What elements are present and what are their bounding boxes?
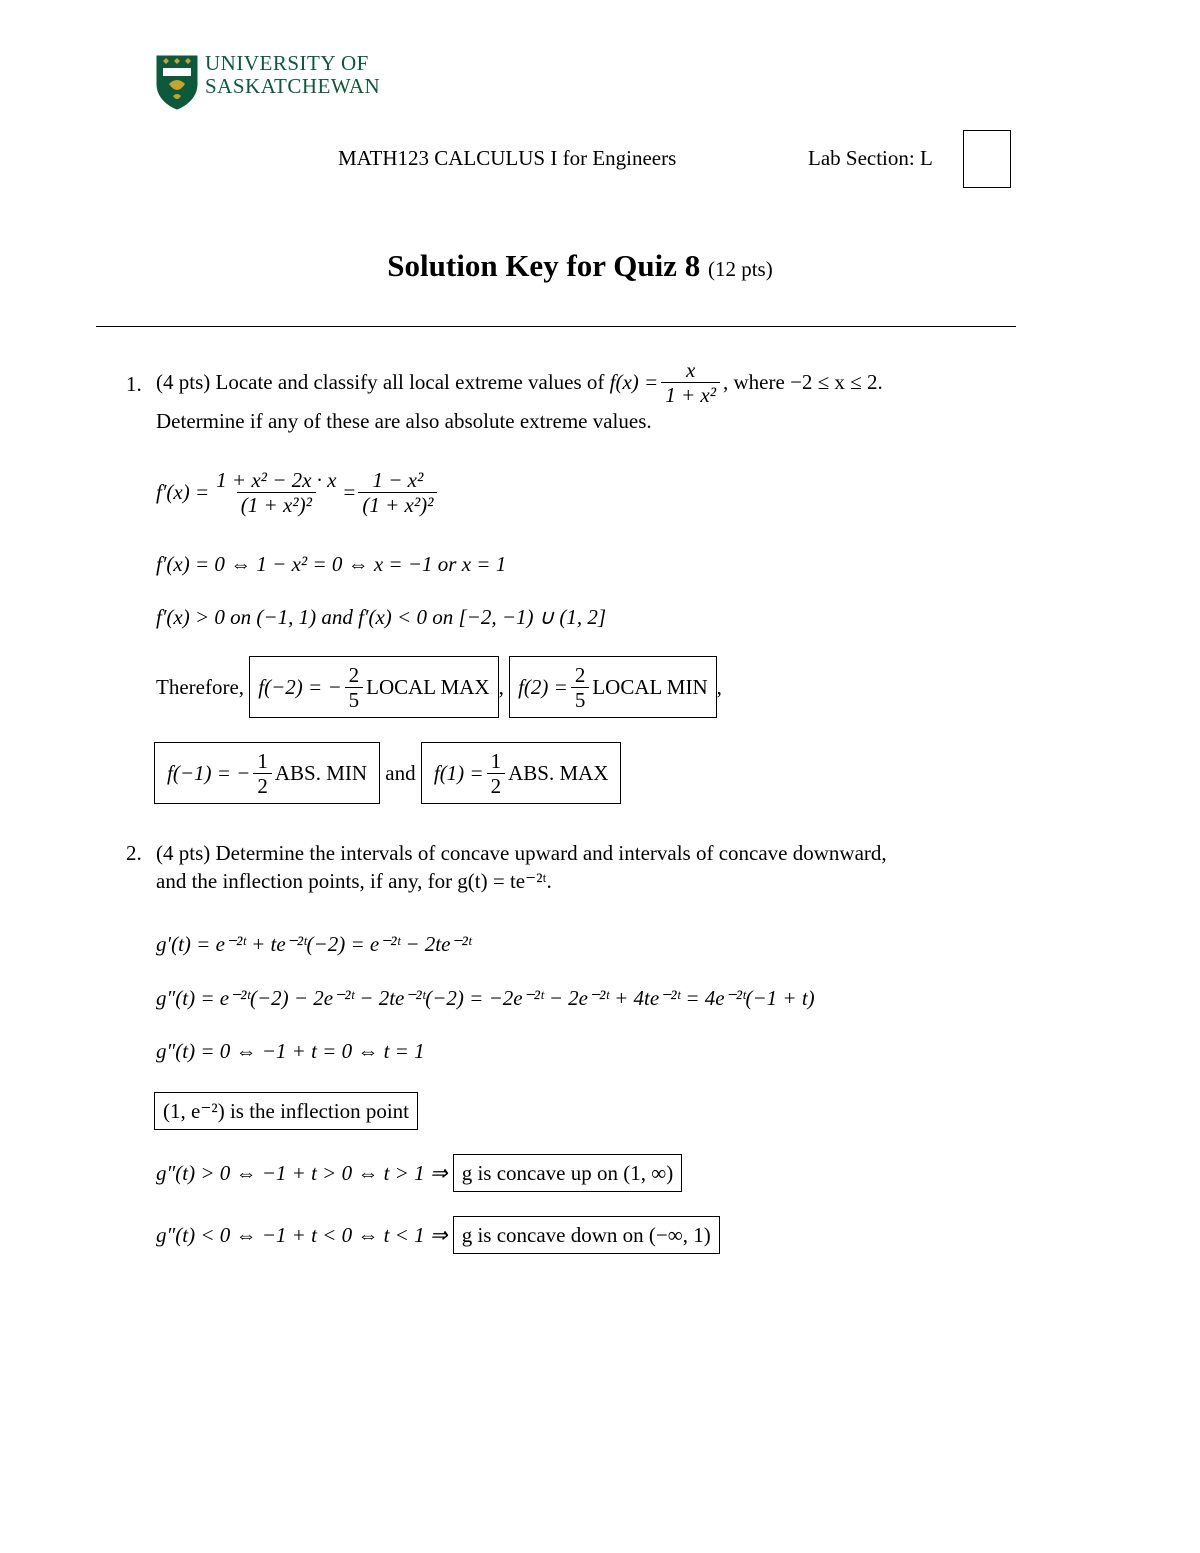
q2-concave-up-lhs: g″(t) > 0 ⇔ −1 + t > 0 ⇔ t > 1 ⇒: [156, 1160, 448, 1185]
q1-abs-max-frac: [487, 749, 506, 798]
q1-local-max-label: LOCAL MAX: [366, 674, 490, 699]
logo-line-1: UNIVERSITY OF: [205, 51, 369, 75]
q2-concave-down: [156, 1216, 720, 1254]
q2-inflection-box: [154, 1092, 418, 1130]
page-title: [0, 248, 1160, 284]
q1-abs-min-den: 2: [253, 773, 272, 798]
q1-abs-max-lhs: f(1) =: [433, 760, 484, 785]
q1-local-min-num: 2: [574, 662, 586, 687]
q1-func-fraction: [661, 358, 720, 407]
title-text: Solution Key for Quiz 8: [387, 248, 701, 283]
lab-section-label: Lab Section: L: [808, 146, 933, 170]
q1-func-den: 1 + x²: [661, 382, 720, 407]
q1-local-max-frac: [345, 663, 364, 712]
q2-second-derivative-text: g″(t) = e⁻²ᵗ(−2) − 2e⁻²ᵗ − 2te⁻²ᵗ(−2) = −2e⁻²ᵗ − 2e⁻²ᵗ + 4te⁻²ᵗ = 4e⁻²ᵗ(−1 + t): [156, 986, 815, 1010]
q1-abs-max-box: [421, 742, 622, 804]
q1-derivative-equals: =: [343, 480, 356, 504]
q1-derivative-den-2: (1 + x²)²: [358, 492, 437, 517]
q1-derivative-lhs: f′(x) =: [156, 480, 210, 504]
q2-concave-up: [156, 1154, 682, 1192]
q1-local-extrema: [156, 656, 722, 718]
q2-second-derivative-zero-text: g″(t) = 0 ⇔ −1 + t = 0 ⇔ t = 1: [156, 1039, 425, 1063]
q1-critical-text: f′(x) = 0 ⇔ 1 − x² = 0 ⇔ x = −1 or x = 1: [156, 552, 507, 576]
q1-derivative-frac-2: [358, 468, 437, 517]
q1-func-lhs: f(x) =: [609, 370, 659, 394]
title-divider: [96, 326, 1016, 327]
q1-local-min-box: [509, 656, 717, 718]
q1-sign-analysis: [156, 605, 606, 630]
q2-second-derivative: [156, 986, 815, 1011]
q1-derivative-num-1: 1 + x² − 2x · x: [216, 468, 337, 492]
q1-abs-max-label: ABS. MAX: [508, 760, 609, 785]
q1-separator-2: ,: [716, 674, 722, 699]
q1-therefore: Therefore,: [156, 674, 245, 699]
lab-section-box[interactable]: [963, 130, 1011, 188]
q2-concave-up-text: g is concave up on (1, ∞): [461, 1160, 674, 1185]
q2-prompt-line-1: (4 pts) Determine the intervals of concave upward and intervals of concave downward,: [156, 841, 887, 865]
q1-local-max-den: 5: [345, 687, 364, 712]
q1-abs-min-lhs: f(−1) = −: [167, 760, 251, 785]
q1-local-min-label: LOCAL MIN: [592, 674, 708, 699]
q2-inflection: [154, 1092, 418, 1130]
q2-first-derivative: [156, 932, 471, 957]
q1-func-num: x: [685, 358, 696, 382]
q1-prompt-a: (4 pts) Locate and classify all local extreme values of: [156, 370, 605, 394]
q1-critical-points: [156, 552, 506, 577]
q2-concave-up-box: [453, 1154, 683, 1192]
q2-concave-down-text: g is concave down on (−∞, 1): [461, 1222, 711, 1247]
q2-first-derivative-text: g′(t) = e⁻²ᵗ + te⁻²ᵗ(−2) = e⁻²ᵗ − 2te⁻²ᵗ: [156, 932, 472, 956]
q1-abs-min-box: [154, 742, 380, 804]
q1-and: and: [385, 760, 416, 785]
crest-icon: [155, 54, 199, 110]
q1-local-max-box: [249, 656, 498, 718]
logo-line-2: SASKATCHEWAN: [205, 74, 381, 98]
q2-concave-down-lhs: g″(t) < 0 ⇔ −1 + t < 0 ⇔ t < 1 ⇒: [156, 1222, 448, 1247]
q1-abs-max-den: 2: [487, 773, 506, 798]
q2-concave-down-box: [453, 1216, 720, 1254]
q2-prompt-line-2: and the inflection points, if any, for g(t) = te⁻²ᵗ.: [156, 869, 552, 893]
course-name: MATH123 CALCULUS I for Engineers: [338, 146, 677, 170]
q1-derivative-num-2: 1 − x²: [372, 468, 424, 492]
q2-inflection-text: (1, e⁻²) is the inflection point: [163, 1098, 409, 1123]
q1-sign-text: f′(x) > 0 on (−1, 1) and f′(x) < 0 on [−2, −1) ∪ (1, 2]: [156, 605, 607, 629]
q1-number: 1.: [126, 372, 142, 396]
q1-local-min-lhs: f(2) =: [518, 674, 568, 699]
q1-derivative-frac-1: [212, 468, 340, 517]
q1-local-min-frac: [571, 663, 590, 712]
university-logo: [155, 52, 395, 112]
q1-abs-min-num: 1: [257, 748, 268, 773]
q1-local-max-num: 2: [348, 662, 360, 687]
q1-prompt: [156, 358, 883, 407]
q1-prompt-b: , where −2 ≤ x ≤ 2.: [723, 370, 883, 394]
q1-abs-min-frac: [253, 749, 272, 798]
q1-prompt-line-2: Determine if any of these are also absolute extreme values.: [156, 409, 652, 433]
q2-number: 2.: [126, 841, 142, 865]
q1-derivative: [156, 468, 440, 517]
q1-separator-1: ,: [498, 674, 504, 699]
q1-local-max-lhs: f(−2) = −: [258, 674, 342, 699]
q2-second-derivative-zero: [156, 1039, 425, 1064]
q1-local-min-den: 5: [571, 687, 590, 712]
title-points: (12 pts): [707, 257, 773, 281]
q1-abs-max-num: 1: [490, 748, 502, 773]
q1-absolute-extrema: [154, 742, 621, 804]
q1-abs-min-label: ABS. MIN: [274, 760, 368, 785]
q1-derivative-den-1: (1 + x²)²: [237, 492, 316, 517]
